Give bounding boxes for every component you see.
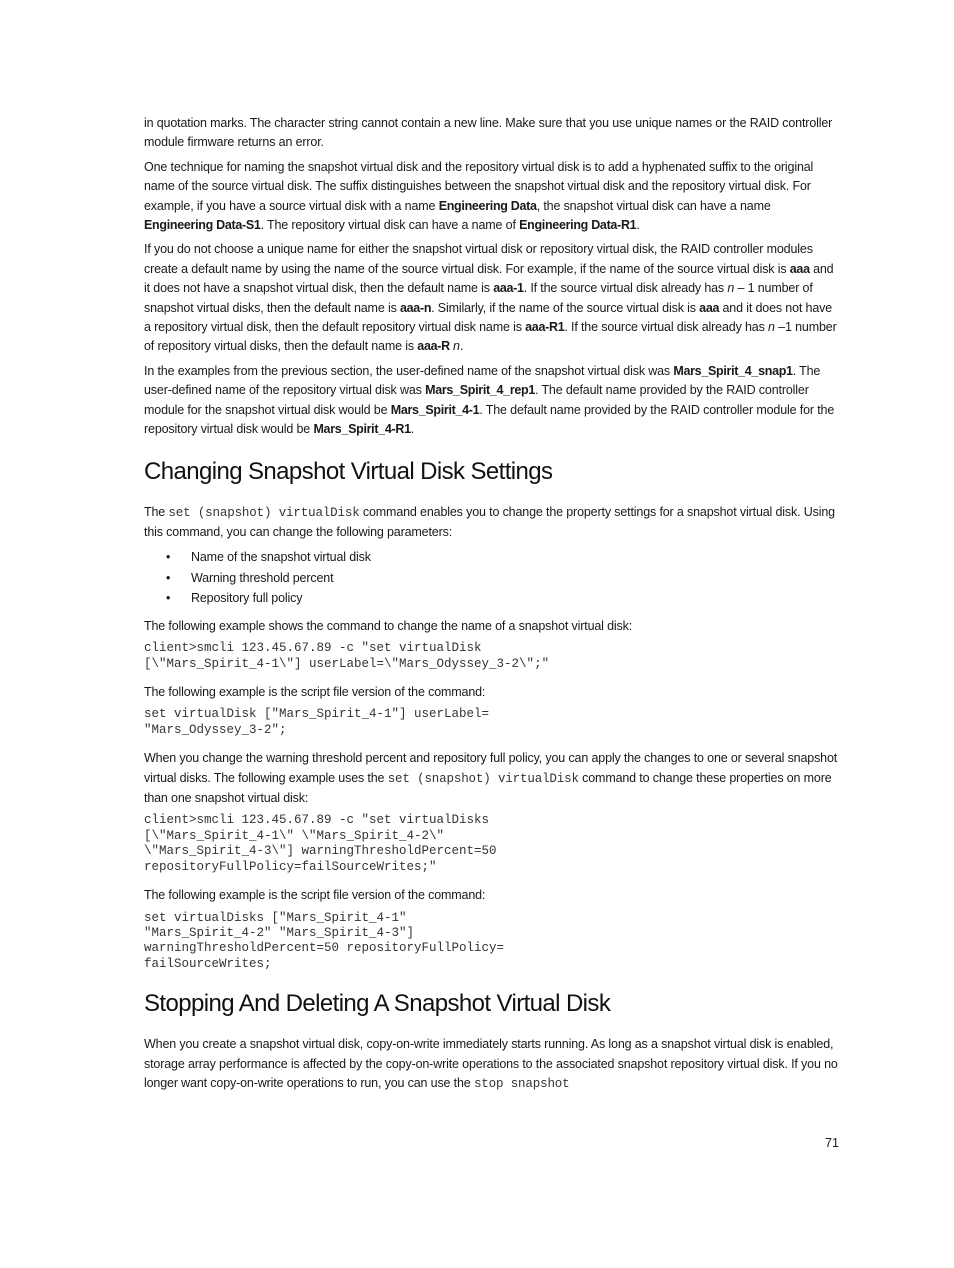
bold-term: aaa: [699, 300, 720, 315]
text: When you create a snapshot virtual disk, copy-on-write immediately starts running. As long as a snapshot virtual disk is enabled, storage array performance is affected by the copy-on-write operations to the associated snapshot repository virtual disk. If you no longer want copy-on-write operations to run, you can use the: [144, 1037, 838, 1090]
paragraph-default-names: [144, 240, 838, 356]
text: One technique for naming the snapshot virtual disk and the repository virtual disk is to add a hyphenated suffix to the original name of the source virtual disk. The suffix distinguishes between the snapshot virtual disk and the repository virtual disk. For example, if you have a source virtual disk with a name: [144, 159, 814, 213]
text: . The user-defined name of the repository virtual disk was: [144, 363, 821, 398]
list-item-text: Name of the snapshot virtual disk: [191, 550, 371, 565]
text: If you do not choose a unique name for either the snapshot virtual disk or repository virtual disk, the RAID controller modules create a default name by using the name of the source virtual disk. For example, if the name of the source virtual disk is: [144, 242, 813, 276]
example-label: The following example is the script file version of the command:: [144, 888, 486, 903]
text: –1 number of repository virtual disks, then the default name is: [144, 320, 837, 354]
bullet-icon: •: [166, 550, 171, 565]
paragraph-quotation-marks: [144, 114, 838, 153]
document-page: [144, 114, 838, 1099]
bold-term: aaa: [789, 261, 810, 276]
bold-term: aaa-n: [400, 300, 432, 315]
inline-code: set (snapshot) virtualDisk: [168, 505, 360, 520]
italic-term: n: [727, 281, 735, 296]
bold-term: Engineering Data-S1: [144, 218, 261, 233]
section-heading-changing-settings: Changing Snapshot Virtual Disk Settings: [144, 457, 553, 485]
text: . If the source virtual disk already has: [564, 320, 769, 335]
text: In the examples from the previous section, the user-defined name of the snapshot virtual disk was: [144, 363, 674, 378]
bold-term: aaa-R1: [525, 320, 565, 335]
text: . The default name provided by the RAID controller module for the snapshot virtual disk would be: [144, 383, 809, 417]
list-item-text: Repository full policy: [191, 591, 303, 606]
list-item: [166, 588, 838, 609]
text: command to change these properties on more than one snapshot virtual disk:: [144, 770, 832, 806]
bold-term: aaa-R: [417, 339, 454, 354]
parameter-list: [144, 547, 838, 609]
code-block: set virtualDisk ["Mars_Spirit_4-1"] userLabel= "Mars_Odyssey_3-2";: [144, 707, 490, 737]
bold-term: Engineering Data-R1: [519, 218, 637, 233]
bold-term: Engineering Data: [438, 198, 537, 213]
inline-code: stop snapshot: [473, 1076, 570, 1091]
list-item: [166, 568, 838, 589]
text: . The default name provided by the RAID controller module for the repository virtual disk would be: [144, 402, 835, 437]
inline-code: set (snapshot) virtualDisk: [387, 771, 579, 786]
section-heading-stopping-deleting: Stopping And Deleting A Snapshot Virtual Disk: [144, 990, 611, 1018]
text: , the snapshot virtual disk can have a name: [536, 198, 771, 213]
paragraph-set-command-intro: [144, 503, 838, 543]
bold-term: Mars_Spirit_4_rep1: [425, 383, 536, 398]
italic-term: n: [768, 320, 775, 335]
bold-term: Mars_Spirit_4_snap1: [673, 363, 793, 378]
text: .: [636, 218, 640, 233]
text: and it does not have a snapshot virtual disk, then the default name is: [144, 261, 834, 296]
example-label: The following example shows the command to change the name of a snapshot virtual disk:: [144, 618, 633, 633]
example-label: The following example is the script file version of the command:: [144, 685, 486, 700]
text: in quotation marks. The character string cannot contain a new line. Make sure that you use unique names or the RAID controller module firmware returns an error.: [144, 116, 833, 150]
bold-term: aaa-1: [493, 281, 524, 296]
text: .: [410, 422, 415, 437]
bold-term: Mars_Spirit_4-R1: [313, 422, 411, 437]
text: and it does not have a repository virtual disk, then the default repository virtual disk name is: [144, 300, 833, 335]
paragraph-multiple-disks: [144, 749, 838, 808]
paragraph-copy-on-write: [144, 1035, 838, 1094]
code-block: client>smcli 123.45.67.89 -c "set virtualDisks [\"Mars_Spirit_4-1\" \"Mars_Spirit_4-2\" \"Mars_Spirit_4-3\"] warningThresholdPercent=50 repositoryFullPolicy=failSourceWrites;": [144, 813, 497, 874]
page-number: 71: [825, 1136, 839, 1150]
italic-term: n: [453, 339, 460, 354]
list-item-text: Warning threshold percent: [191, 570, 334, 585]
text: . Similarly, if the name of the source virtual disk is: [431, 300, 700, 315]
text: command enables you to change the property settings for a snapshot virtual disk. Using this command, you can change the following parameters:: [144, 504, 835, 539]
text: . If the source virtual disk already has: [523, 281, 728, 296]
text: When you change the warning threshold percent and repository full policy, you can apply the changes to one or several snapshot virtual disks. The following example uses the: [144, 751, 838, 785]
text: – 1 number of snapshot virtual disks, then the default name is: [144, 281, 813, 315]
paragraph-naming-technique: [144, 158, 838, 236]
bullet-icon: •: [166, 570, 171, 585]
text: The: [144, 504, 169, 519]
text: . The repository virtual disk can have a name of: [260, 218, 520, 233]
paragraph-examples-names: [144, 362, 838, 440]
text: .: [459, 339, 464, 354]
list-item: [166, 547, 838, 568]
code-block: client>smcli 123.45.67.89 -c "set virtualDisk [\"Mars_Spirit_4-1\"] userLabel=\"Mars_Odyssey_3-2\";": [144, 641, 550, 671]
bold-term: Mars_Spirit_4-1: [390, 402, 480, 417]
code-block: set virtualDisks ["Mars_Spirit_4-1" "Mars_Spirit_4-2" "Mars_Spirit_4-3"] warningThresholdPercent=50 repositoryFullPolicy= failSourceWrites;: [144, 910, 505, 971]
bullet-icon: •: [166, 591, 171, 606]
